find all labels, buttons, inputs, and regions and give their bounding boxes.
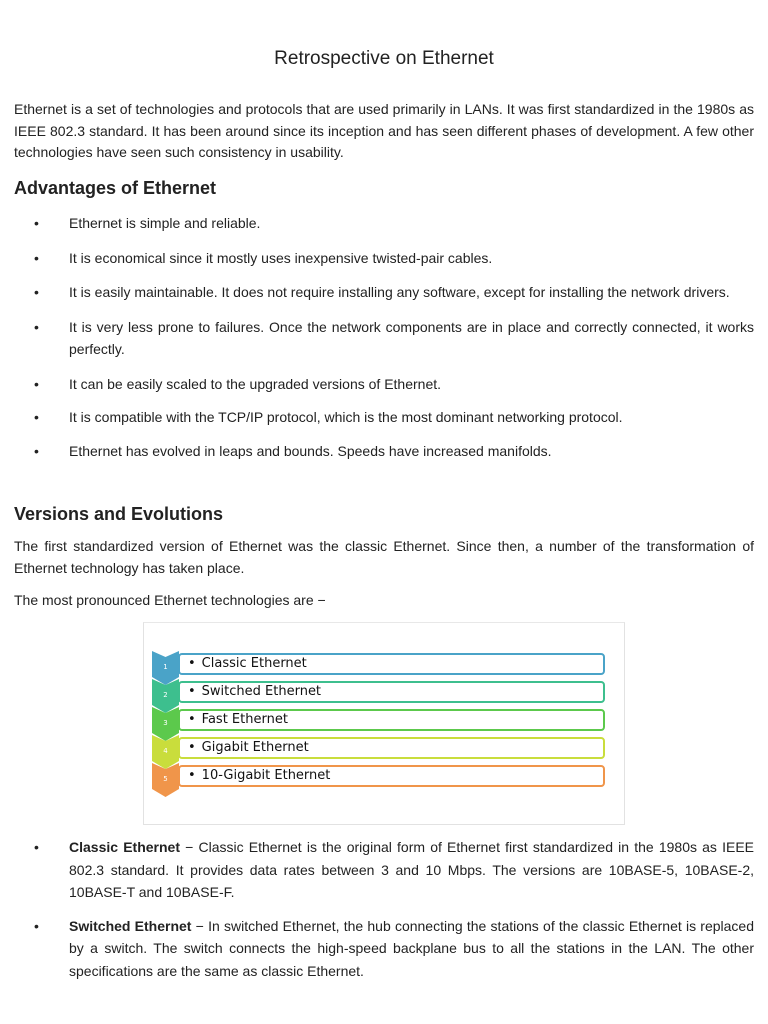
technologies-intro: The most pronounced Ethernet technologies are − — [14, 592, 326, 608]
bullet-glyph: • — [188, 684, 196, 699]
detail-text: − In switched Ethernet, the hub connecting the stations of the classic Ethernet is replaced by a switch. The switch connects the high-speed backplane bus to all the stations in the LAN. The other specifications are the same as classic Ethernet. — [69, 917, 754, 979]
advantage-item: • It is compatible with the TCP/IP protocol, which is the most dominant networking protocol. — [14, 406, 754, 429]
advantage-item: • It can be easily scaled to the upgraded versions of Ethernet. — [14, 373, 754, 396]
step-number: 2 — [163, 691, 168, 699]
advantages-heading: Advantages of Ethernet — [14, 178, 217, 198]
detail-term: Classic Ethernet — [69, 839, 180, 855]
diagram-item-classic — [178, 653, 605, 675]
step-number: 3 — [163, 719, 168, 727]
diagram-item-switched — [178, 681, 605, 703]
ethernet-versions-diagram — [143, 622, 625, 825]
page-title: Retrospective on Ethernet — [274, 48, 494, 69]
step-number: 4 — [163, 747, 168, 755]
detail-term: Switched Ethernet — [69, 917, 192, 934]
advantages-list — [14, 212, 754, 462]
versions-heading: Versions and Evolutions — [14, 504, 224, 524]
diagram-item-label: Fast Ethernet — [201, 712, 288, 727]
advantage-item: • Ethernet has evolved in leaps and bounds. Speeds have increased manifolds. — [14, 440, 754, 463]
versions-paragraph: The first standardized version of Ethernet was the classic Ethernet. Since then, a number of the transformation of Ethernet technology has taken place. — [14, 538, 754, 576]
advantage-item: • Ethernet is simple and reliable. — [14, 212, 754, 235]
details-list — [14, 836, 754, 982]
detail-item-classic — [14, 836, 754, 904]
bullet-glyph: • — [188, 768, 196, 783]
advantage-item: • It is economical since it mostly uses inexpensive twisted-pair cables. — [14, 247, 754, 270]
diagram-item-fast — [178, 709, 605, 731]
bullet-glyph: • — [188, 712, 196, 727]
intro-paragraph: Ethernet is a set of technologies and protocols that are used primarily in LANs. It was first standardized in the 1980s as IEEE 802.3 standard. It has been around since its inception and has seen different phases of development. A few other technologies have seen such consistency in usability. — [14, 101, 754, 160]
diagram-item-label: 10-Gigabit Ethernet — [201, 768, 331, 783]
diagram-item-label: Switched Ethernet — [201, 684, 322, 699]
detail-text: − Classic Ethernet is the original form of Ethernet first standardized in the 1980s as IEEE 802.3 standard. It provides data rates between 3 and 10 Mbps. The versions are 10BASE-5, 10BASE-2, 10BASE-T and 10BASE-F. — [69, 839, 754, 900]
diagram-item-label: Classic Ethernet — [201, 656, 307, 671]
diagram-item-gigabit — [178, 737, 605, 759]
step-number: 1 — [163, 663, 168, 671]
diagram-item-10-gigabit — [178, 765, 605, 787]
detail-item-switched — [14, 915, 754, 983]
step-number: 5 — [163, 775, 168, 783]
bullet-glyph: • — [188, 740, 196, 755]
bullet-glyph: • — [188, 656, 196, 671]
diagram-item-label: Gigabit Ethernet — [201, 740, 309, 755]
advantage-item: • It is easily maintainable. It does not require installing any software, except for installing the network drivers. — [14, 281, 754, 304]
advantage-item: • It is very less prone to failures. Once the network components are in place and correctly connected, it works perfectly. — [14, 316, 754, 361]
